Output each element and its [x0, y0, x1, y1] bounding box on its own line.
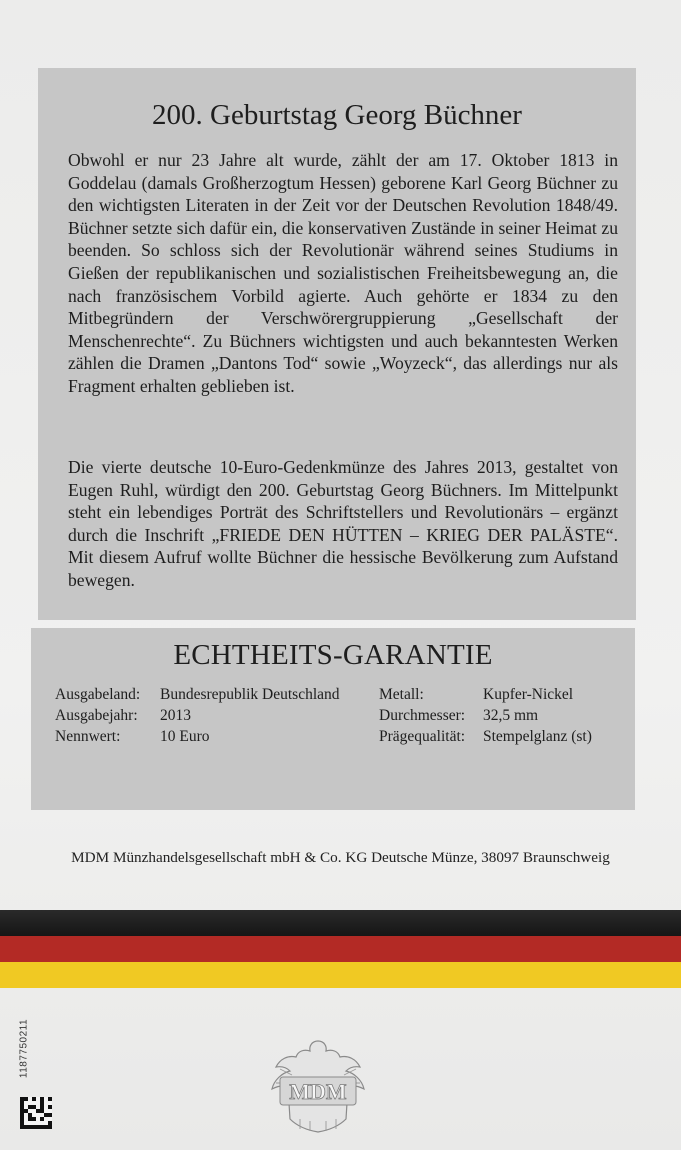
serial-number	[14, 1015, 34, 1085]
spec-value: Bundesrepublik Deutschland	[160, 686, 340, 703]
spec-value: 10 Euro	[160, 728, 210, 745]
spec-label: Nennwert:	[55, 728, 121, 745]
story-title: 200. Geburtstag Georg Büchner	[152, 99, 522, 131]
story-paragraph-2: Die vierte deutsche 10-Euro-Gedenkmünze des Jahres 2013, gestaltet von Eugen Ruhl, würdigt den 200. Geburtstag Georg Büchners. Im Mittelpunkt steht ein lebendiges Porträt des Schriftstellers und Revolutionärs – ergänzt durch die Inschrift „FRIEDE DEN HÜTTEN – KRIEG DER PALÄSTE“. Mit diesem Aufruf wollte Büchner die hessische Bevölkerung zum Aufstand bewegen.	[68, 457, 618, 590]
spec-value: Stempelglanz (st)	[483, 728, 592, 745]
story-paragraph-1: Obwohl er nur 23 Jahre alt wurde, zählt der am 17. Oktober 1813 in Goddelau (damals Großherzogtum Hessen) geborene Karl Georg Büchner zu den wichtigsten Literaten in der Zeit vor der Deutschen Revolution 1848/49. Büchner setzte sich dafür ein, die konservativen Zustände in seiner Heimat zu beenden. So schloss sich der Revolutionär während seines Studiums in Gießen der republikanischen und sozialistischen Freiheitsbewegung an, die nach französischem Vorbild agierte. Auch gehörte er 1834 zu den Mitbegründern der Verschwörergruppierung „Gesellschaft der Menschenrechte“. Zu Büchners wichtigsten und auch bekanntesten Werken zählen die Dramen „Dantons Tod“ sowie „Woyzeck“, das allerdings nur als Fragment erhalten geblieben ist.	[68, 150, 618, 396]
datamatrix-code-icon	[20, 1097, 52, 1129]
story-panel	[38, 68, 636, 620]
spec-label: Prägequalität:	[379, 728, 466, 745]
mdm-eagle-logo	[260, 1037, 376, 1137]
flag-stripe-black	[0, 910, 681, 938]
spec-value: 2013	[160, 707, 191, 724]
guarantee-title: ECHTHEITS-GARANTIE	[173, 639, 493, 671]
spec-label: Ausgabeland:	[55, 686, 141, 703]
publisher-line: MDM Münzhandelsgesellschaft mbH & Co. KG Deutsche Münze, 38097 Braunschweig	[71, 849, 610, 866]
flag-stripe-gold	[0, 962, 681, 988]
spec-label: Metall:	[379, 686, 424, 703]
mdm-logo-text: MDM	[289, 1079, 347, 1104]
spec-value: 32,5 mm	[483, 707, 539, 724]
spec-value: Kupfer-Nickel	[483, 686, 574, 703]
spec-label: Durchmesser:	[379, 707, 466, 724]
guarantee-panel	[31, 628, 635, 810]
spec-label: Ausgabejahr:	[55, 707, 138, 724]
serial-number-text: 1187750211	[18, 1018, 30, 1079]
flag-stripe-red	[0, 936, 681, 964]
